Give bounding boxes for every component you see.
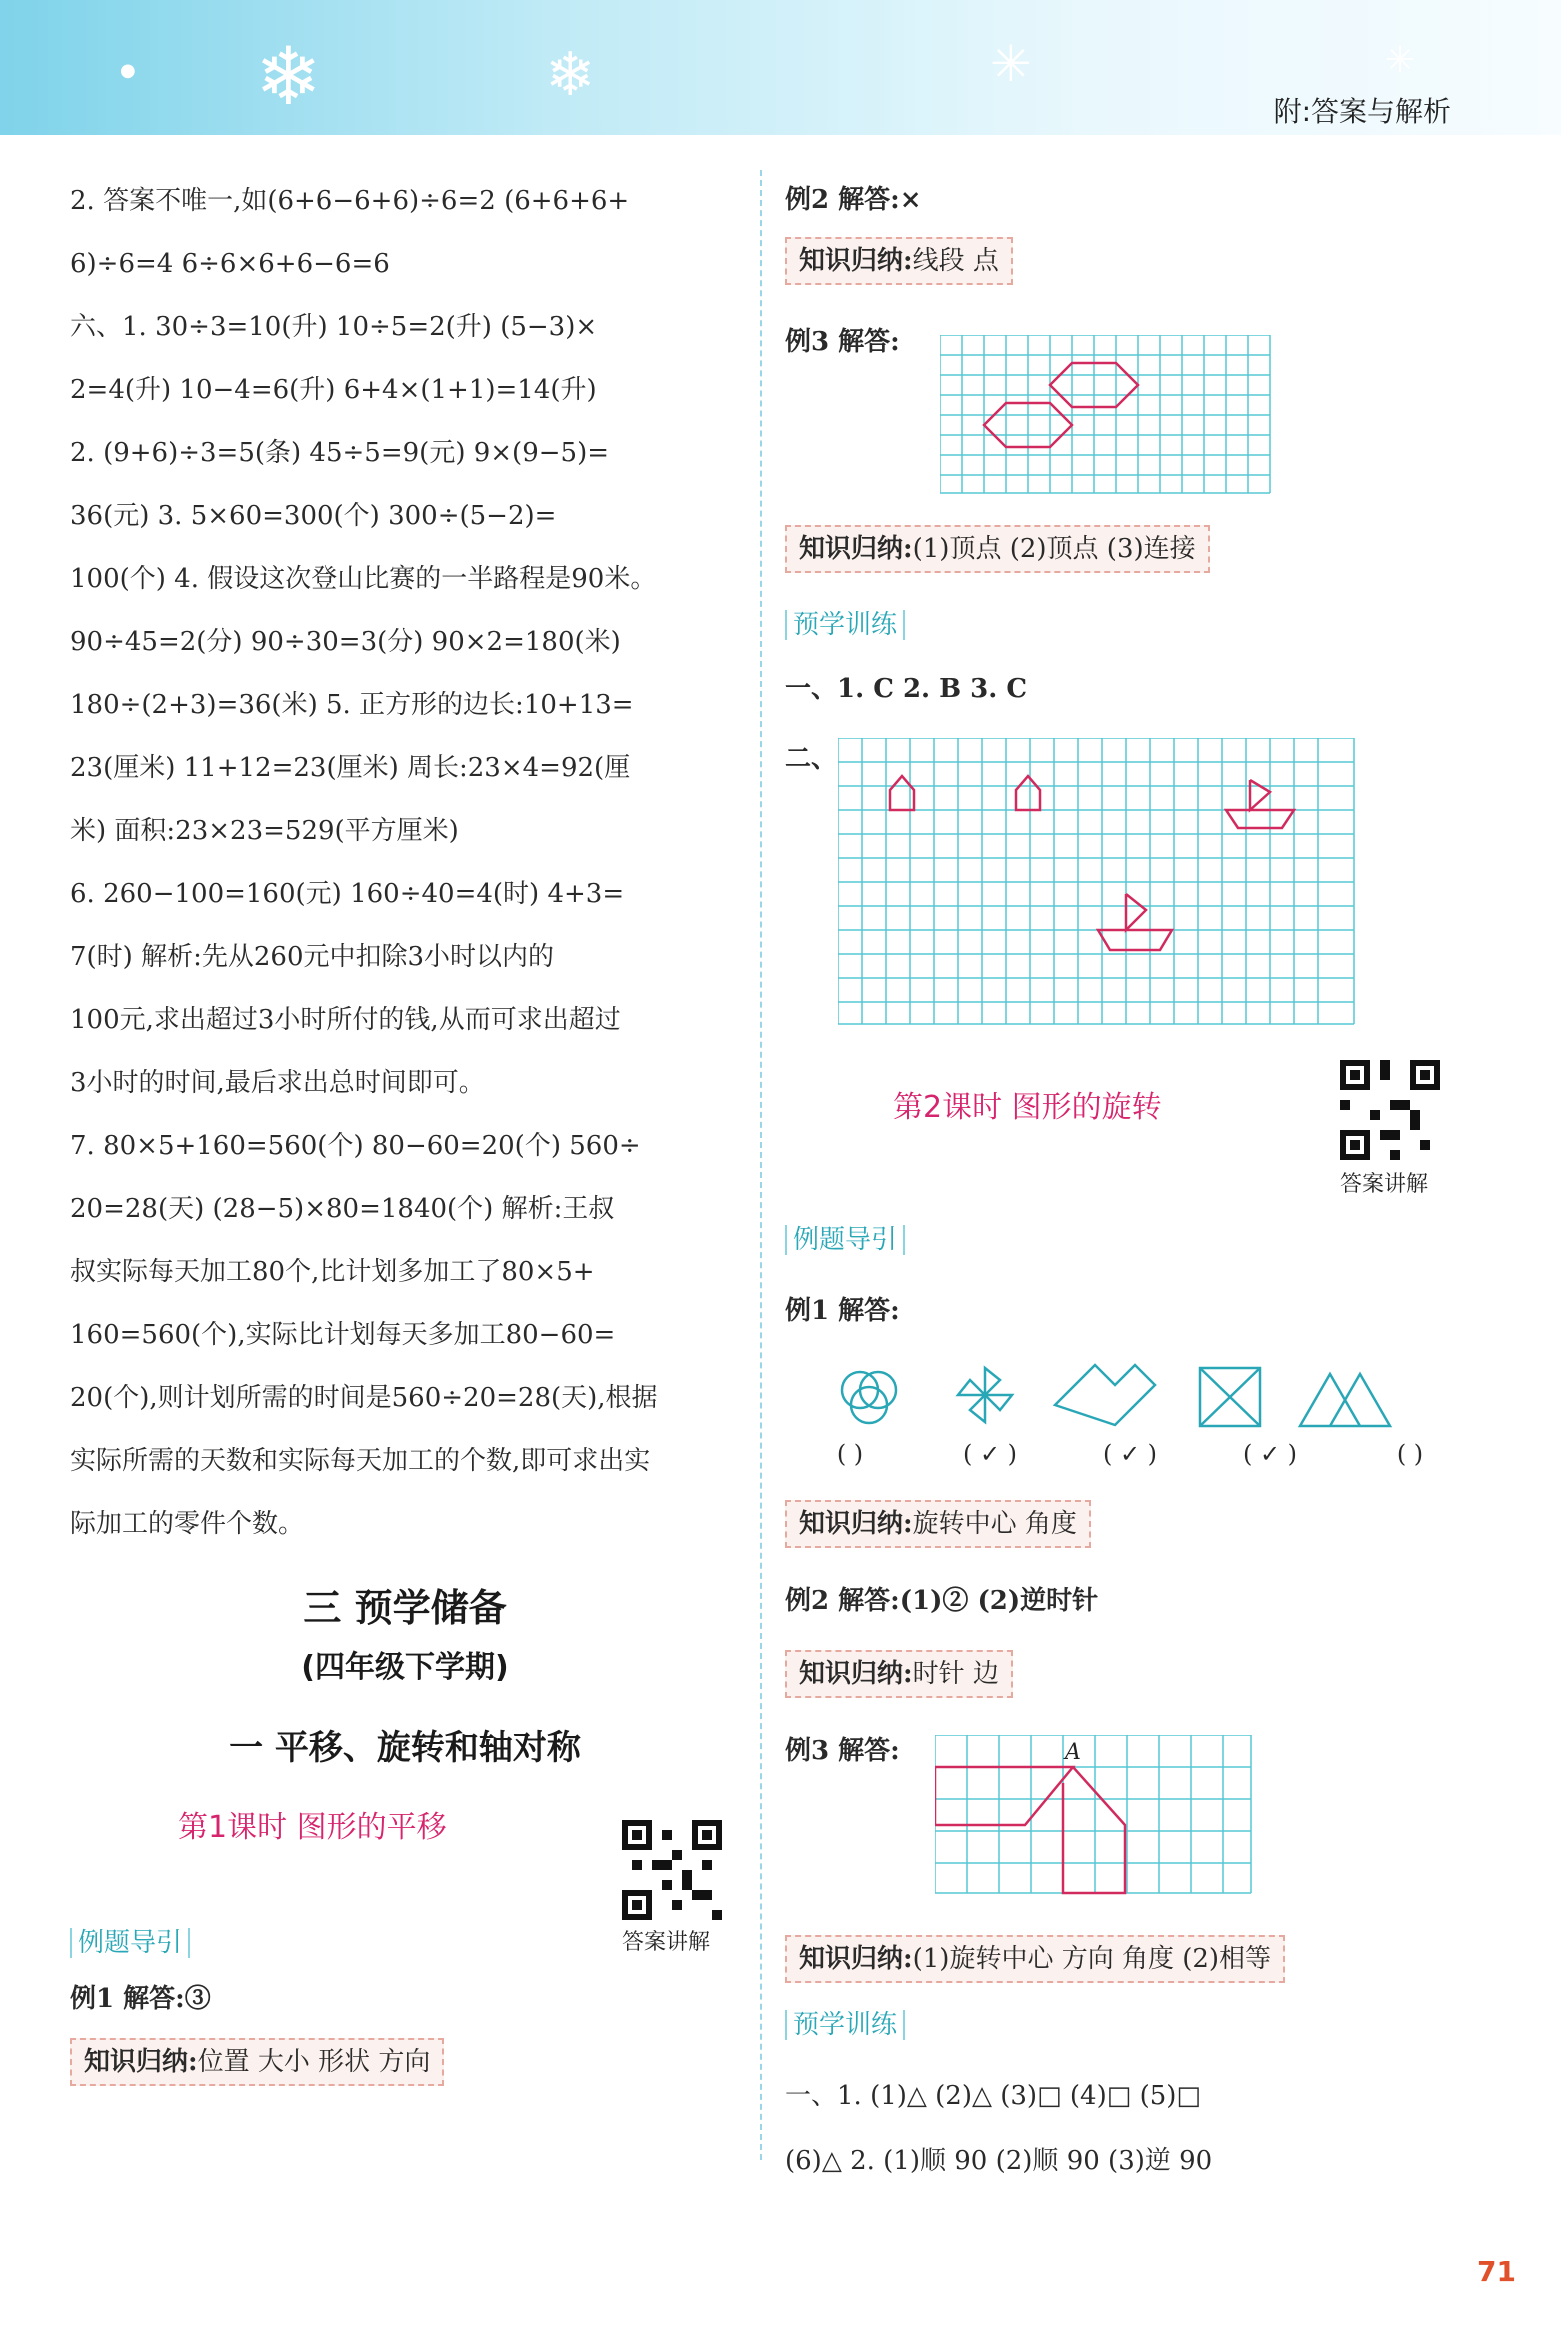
example-tag: 例题导引 xyxy=(70,1928,190,1958)
rotation-answer-row xyxy=(820,1440,1440,1468)
summary-key: 知识归纳: xyxy=(799,246,913,276)
summary-key: 知识归纳: xyxy=(799,1659,913,1689)
text-line: 六、1. 30÷3=10(升) 10÷5=2(升) (5−3)× xyxy=(70,312,598,342)
lesson-title: 第2课时 图形的旋转 xyxy=(893,1090,1162,1125)
house-shape xyxy=(1016,776,1040,810)
text-line: 100(个) 4. 假设这次登山比赛的一半路程是90米。 xyxy=(70,564,657,594)
text-line: 180÷(2+3)=36(米) 5. 正方形的边长:10+13= xyxy=(70,690,634,720)
text-line: 实际所需的天数和实际每天加工的个数,即可求出实 xyxy=(70,1446,651,1476)
knowledge-summary xyxy=(785,525,1210,573)
example-tag: 例题导引 xyxy=(785,1225,905,1255)
snowflake-icon: ✳ xyxy=(1385,40,1416,81)
rotated-shape xyxy=(1063,1767,1125,1893)
practice-tag: 预学训练 xyxy=(785,610,905,640)
summary-value: 线段 点 xyxy=(912,246,999,276)
snowflake-icon: ❄ xyxy=(255,30,323,123)
summary-key: 知识归纳: xyxy=(84,2047,198,2077)
pinwheel-figure xyxy=(958,1368,1012,1422)
crossed-square-figure xyxy=(1200,1368,1260,1426)
qr-code-icon xyxy=(1340,1060,1440,1160)
answer-mark: ( ✓ ) xyxy=(1102,1440,1158,1468)
summary-value: 旋转中心 角度 xyxy=(912,1509,1077,1539)
example-tag-row xyxy=(785,1225,905,1255)
answer-mark: ( ) xyxy=(836,1440,864,1468)
example-answer: 例2 解答:(1)② (2)逆时针 xyxy=(785,1586,1099,1616)
text-line: 20=28(天) (28−5)×80=1840(个) 解析:王叔 xyxy=(70,1194,615,1224)
grid-lines xyxy=(935,1735,1251,1893)
text-line: 2. 答案不唯一,如(6+6−6+6)÷6=2 (6+6+6+ xyxy=(70,186,630,216)
example-answer: 例1 解答: xyxy=(785,1296,900,1326)
section-title: 三 预学储备 xyxy=(303,1586,507,1630)
practice-tag-row xyxy=(785,2010,905,2040)
text-line: 3小时的时间,最后求出总时间即可。 xyxy=(70,1068,485,1098)
practice-tag: 预学训练 xyxy=(785,2010,905,2040)
summary-value: (1)顶点 (2)顶点 (3)连接 xyxy=(912,534,1196,564)
summary-value: 时针 边 xyxy=(912,1659,999,1689)
snowflake-icon: ❄ xyxy=(545,40,596,110)
zigzag-figure xyxy=(1055,1365,1155,1425)
summary-value: (1)旋转中心 方向 角度 (2)相等 xyxy=(912,1944,1272,1974)
boat-shape xyxy=(1226,780,1294,828)
practice-answer: (6)△ 2. (1)顺 90 (2)顺 90 (3)逆 90 xyxy=(785,2146,1213,2176)
example-answer: 例3 解答: xyxy=(785,1736,900,1766)
text-line: 160=560(个),实际比计划每天多加工80−60= xyxy=(70,1320,616,1350)
knowledge-summary xyxy=(785,1935,1285,1983)
text-line: 7. 80×5+160=560(个) 80−60=20(个) 560÷ xyxy=(70,1131,641,1161)
practice-answer: 一、1. (1)△ (2)△ (3)□ (4)□ (5)□ xyxy=(785,2081,1201,2111)
text-line: 90÷45=2(分) 90÷30=3(分) 90×2=180(米) xyxy=(70,627,621,657)
qr-code-icon xyxy=(622,1820,722,1920)
column-divider xyxy=(760,170,762,2160)
rotated-shape xyxy=(935,1767,1073,1825)
snowflake-icon: ● xyxy=(120,60,136,81)
grid-lines xyxy=(940,335,1270,493)
translation-grid-figure xyxy=(940,335,1272,495)
text-line: 米) 面积:23×23=529(平方厘米) xyxy=(70,816,459,846)
summary-value: 位置 大小 形状 方向 xyxy=(197,2047,431,2077)
text-line: 6. 260−100=160(元) 160÷40=4(时) 4+3= xyxy=(70,879,625,909)
lesson-title: 第1课时 图形的平移 xyxy=(178,1810,447,1845)
qr-label: 答案讲解 xyxy=(622,1930,711,1955)
qr-label: 答案讲解 xyxy=(1340,1172,1429,1197)
page-header xyxy=(0,0,1561,135)
rotation-grid-figure xyxy=(935,1735,1255,1895)
example-answer: 例1 解答:③ xyxy=(70,1984,211,2014)
practice-answer: 一、1. C 2. B 3. C xyxy=(785,674,1028,704)
summary-key: 知识归纳: xyxy=(799,1944,913,1974)
snowflake-icon: ✳ xyxy=(990,35,1032,93)
example-answer: 例3 解答: xyxy=(785,327,900,357)
answer-mark: ( ✓ ) xyxy=(1242,1440,1298,1468)
text-line: 7(时) 解析:先从260元中扣除3小时以内的 xyxy=(70,942,555,972)
rotation-figures xyxy=(820,1360,1420,1440)
section-subtitle: (四年级下学期) xyxy=(301,1650,509,1685)
summary-key: 知识归纳: xyxy=(799,1509,913,1539)
text-line: 6)÷6=4 6÷6×6+6−6=6 xyxy=(70,249,390,279)
text-line: 2=4(升) 10−4=6(升) 6+4×(1+1)=14(升) xyxy=(70,375,597,405)
text-line: 36(元) 3. 5×60=300(个) 300÷(5−2)= xyxy=(70,501,557,531)
page-number: 71 xyxy=(1477,2255,1516,2288)
text-line: 叔实际每天加工80个,比计划多加工了80×5+ xyxy=(70,1257,595,1287)
triangles-figure xyxy=(1300,1374,1390,1426)
knowledge-summary xyxy=(70,2038,444,2086)
practice-grid-figure xyxy=(838,738,1358,1028)
unit-title: 一 平移、旋转和轴对称 xyxy=(229,1728,581,1768)
text-line: 20(个),则计划所需的时间是560÷20=28(天),根据 xyxy=(70,1383,658,1413)
left-column xyxy=(70,170,740,2094)
knowledge-summary xyxy=(785,1500,1091,1548)
text-line: 2. (9+6)÷3=5(条) 45÷5=9(元) 9×(9−5)= xyxy=(70,438,609,468)
grid-lines xyxy=(838,738,1354,1024)
answer-mark: ( ✓ ) xyxy=(962,1440,1018,1468)
knowledge-summary xyxy=(785,1650,1013,1698)
point-label: A xyxy=(1065,1740,1081,1765)
text-line: 100元,求出超过3小时所付的钱,从而可求出超过 xyxy=(70,1005,621,1035)
example-answer: 例2 解答:× xyxy=(785,185,922,215)
practice-tag-row xyxy=(785,610,905,640)
rings-figure xyxy=(842,1372,896,1423)
summary-key: 知识归纳: xyxy=(799,534,913,564)
practice-answer: 二、 xyxy=(785,744,838,774)
header-title: 附:答案与解析 xyxy=(1273,95,1451,128)
knowledge-summary xyxy=(785,237,1013,285)
text-line: 际加工的零件个数。 xyxy=(70,1509,305,1539)
answer-mark: ( ) xyxy=(1396,1440,1424,1468)
boat-shape xyxy=(1098,894,1172,950)
text-line: 23(厘米) 11+12=23(厘米) 周长:23×4=92(厘 xyxy=(70,753,631,783)
